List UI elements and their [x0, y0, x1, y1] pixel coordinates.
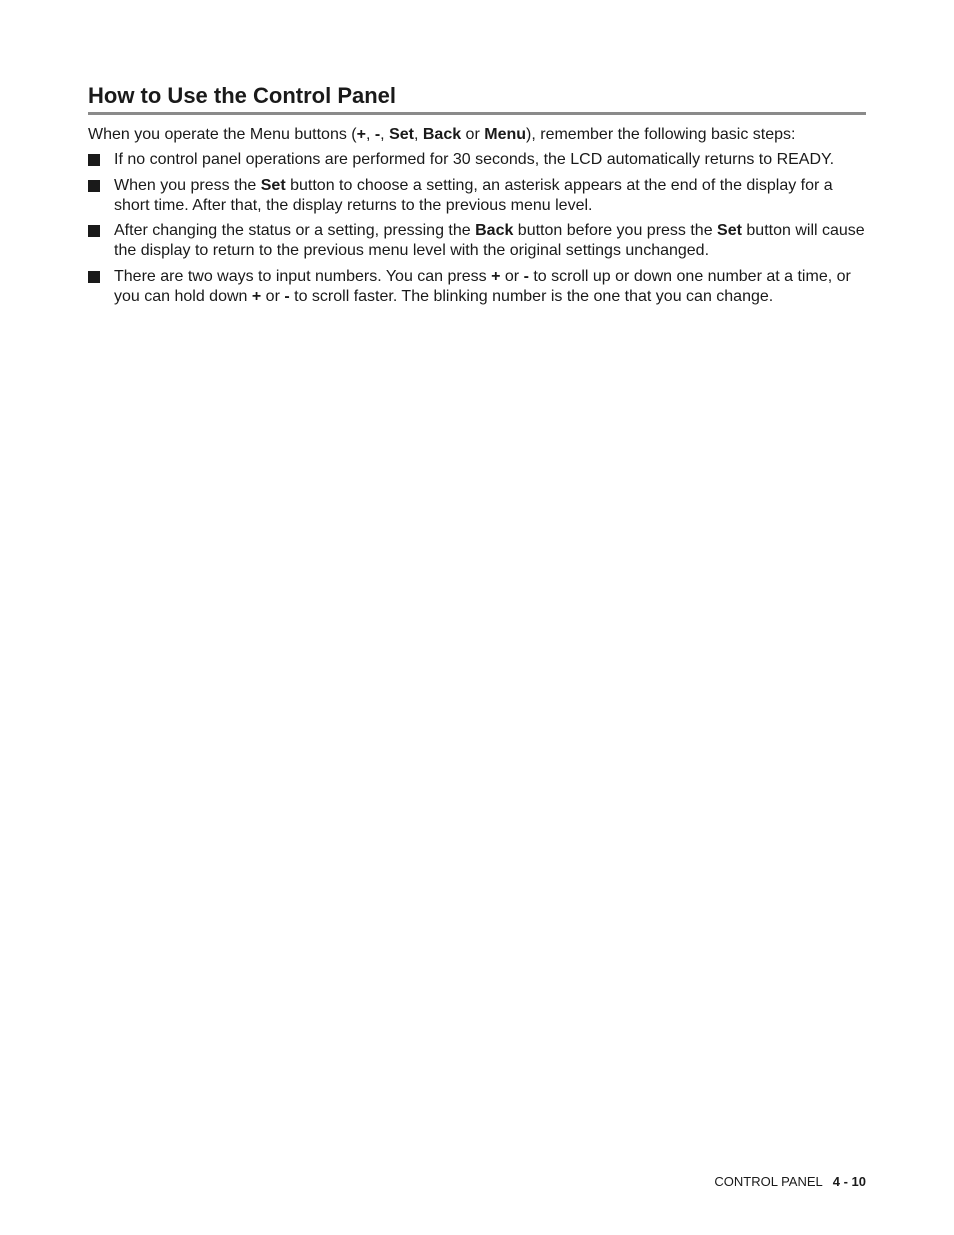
- list-item-text: button will cause the display to return to the previous menu level with the original settings unchanged.: [114, 222, 865, 259]
- page-number: 4 - 10: [832, 1174, 866, 1189]
- square-bullet-icon: [88, 271, 100, 283]
- minus-key: -: [284, 287, 290, 305]
- separator: ,: [365, 126, 375, 143]
- menu-key: Menu: [484, 126, 527, 143]
- plus-key: +: [491, 267, 501, 285]
- separator: ,: [413, 126, 423, 143]
- title-underline: [88, 112, 866, 115]
- footer-section: CONTROL PANEL: [714, 1174, 823, 1189]
- intro-text: ), remember the following basic steps:: [526, 126, 796, 143]
- list-item-text: to scroll up or down one number at a time, or you can hold down: [114, 267, 851, 305]
- list-item-text: When you press the: [114, 176, 261, 194]
- list-item: [88, 176, 868, 216]
- list-item-text: If no control panel operations are performed for 30 seconds, the LCD automatically returns to READY.: [114, 151, 835, 168]
- intro-text: When you operate the Menu buttons (: [88, 126, 357, 143]
- list-item-text: or: [261, 287, 285, 305]
- list-item: [88, 221, 868, 261]
- steps-list: [88, 150, 868, 312]
- intro-paragraph: [88, 125, 868, 145]
- list-item-text: button to choose a setting, an asterisk appears at the end of the display for a short time. After that, the display returns to the previous menu level.: [114, 176, 833, 214]
- list-item: [88, 267, 868, 307]
- page-title: How to Use the Control Panel: [88, 83, 397, 108]
- back-key: Back: [475, 222, 514, 239]
- square-bullet-icon: [88, 154, 100, 166]
- set-key: Set: [389, 126, 414, 143]
- square-bullet-icon: [88, 180, 100, 192]
- separator: ,: [380, 126, 390, 143]
- list-item-text: or: [500, 267, 524, 285]
- list-item-text: There are two ways to input numbers. You can press: [114, 267, 492, 285]
- set-key: Set: [260, 176, 286, 194]
- plus-key: +: [356, 126, 366, 143]
- set-key: Set: [717, 222, 742, 239]
- list-item-text: to scroll faster. The blinking number is the one that you can change.: [289, 287, 774, 305]
- separator: or: [461, 126, 485, 143]
- list-item-text: button before you press the: [513, 222, 718, 239]
- back-key: Back: [422, 126, 462, 143]
- minus-key: -: [374, 126, 381, 143]
- list-item: [88, 150, 868, 170]
- square-bullet-icon: [88, 225, 100, 237]
- list-item-text: After changing the status or a setting, pressing the: [114, 222, 476, 239]
- minus-key: -: [523, 267, 529, 285]
- page-footer: [714, 1174, 866, 1190]
- plus-key: +: [251, 287, 262, 305]
